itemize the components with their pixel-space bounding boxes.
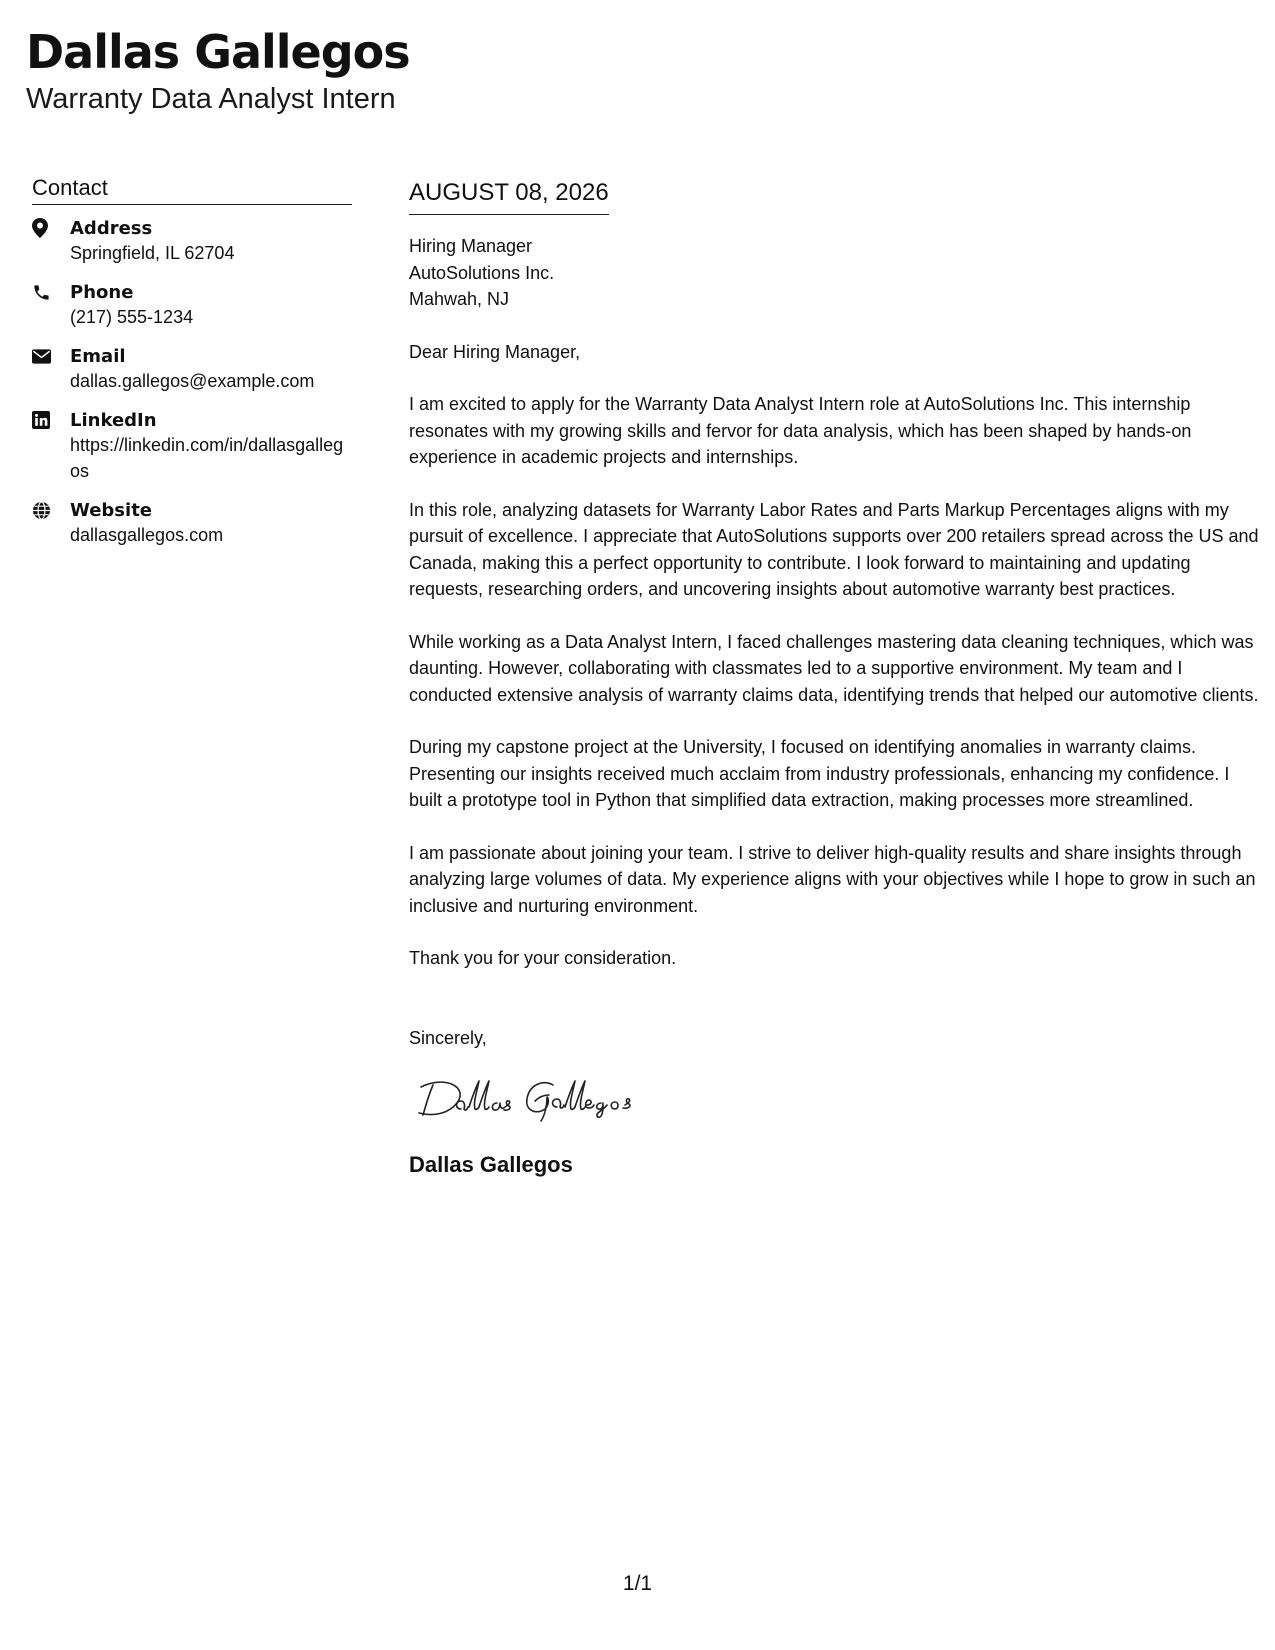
contact-value: https://linkedin.com/in/dallasgallegos <box>70 435 344 481</box>
globe-icon <box>32 499 70 521</box>
contact-value: (217) 555-1234 <box>70 307 194 327</box>
contact-label: Email <box>70 346 126 367</box>
page-number: 1/1 <box>622 1572 653 1595</box>
sign-off: Sincerely, <box>409 1027 487 1048</box>
salutation: Dear Hiring Manager, <box>409 341 581 362</box>
letter-body <box>409 178 1259 1179</box>
letter-date: AUGUST 08, 2026 <box>409 178 609 215</box>
body-paragraph: While working as a Data Analyst Intern, I faced challenges mastering data cleaning techniques, which was daunting. However, collaborating with classmates led to a supportive environment. My team and I conducted extensive analysis of warranty claims data, identifying trends that helped our automotive clients. <box>409 631 1259 705</box>
contact-heading: Contact <box>32 174 352 205</box>
contact-item-website <box>32 499 352 548</box>
job-title: Warranty Data Analyst Intern <box>26 83 396 115</box>
contact-label: Website <box>70 500 153 521</box>
contact-item-address <box>32 217 352 266</box>
phone-icon <box>32 281 70 303</box>
map-pin-icon <box>32 217 70 239</box>
contact-label: Address <box>70 218 153 239</box>
body-paragraph: I am excited to apply for the Warranty Data Analyst Intern role at AutoSolutions Inc. This internship resonates with my growing skills and fervor for data analysis, which has been shaped by hands-on experience in academic projects and internships. <box>409 394 1192 467</box>
contact-label: LinkedIn <box>70 410 157 431</box>
envelope-icon <box>32 345 70 367</box>
contact-sidebar <box>32 174 352 563</box>
letter-header <box>26 22 410 116</box>
contact-item-phone <box>32 281 352 330</box>
contact-value: dallasgallegos.com <box>70 525 224 545</box>
body-paragraph: I am passionate about joining your team. I strive to deliver high-quality results and share insights through analyzing large volumes of data. My experience aligns with your objectives while I hope to grow in such an inclusive and nurturing environment. <box>409 842 1256 916</box>
recipient-block <box>409 233 1259 313</box>
signed-name: Dallas Gallegos <box>409 1152 573 1177</box>
body-paragraph: During my capstone project at the University, I focused on identifying anomalies in warranty claims. Presenting our insights received much acclaim from industry professionals, enhancing my confidence. I built a prototype tool in Python that simplified data extraction, making processes more streamlined. <box>409 737 1230 810</box>
contact-value: dallas.gallegos@example.com <box>70 371 315 391</box>
recipient-line: Hiring Manager <box>409 236 533 256</box>
contact-item-email <box>32 345 352 394</box>
contact-value: Springfield, IL 62704 <box>70 243 235 263</box>
linkedin-icon <box>32 409 70 431</box>
handwritten-signature <box>417 1071 1259 1123</box>
recipient-line: AutoSolutions Inc. <box>409 262 555 283</box>
closing-thanks: Thank you for your consideration. <box>409 948 677 968</box>
contact-item-linkedin <box>32 409 352 484</box>
applicant-name: Dallas Gallegos <box>26 25 410 79</box>
contact-label: Phone <box>70 282 134 303</box>
recipient-line: Mahwah, NJ <box>409 289 510 309</box>
body-paragraph: In this role, analyzing datasets for Warranty Labor Rates and Parts Markup Percentages aligns with my pursuit of excellence. I appreciate that AutoSolutions supports over 200 retailers spread across the US and Canada, making this a perfect opportunity to contribute. I look forward to maintaining and updating requests, researching orders, and uncovering insights about automotive warranty best practices. <box>409 499 1259 599</box>
